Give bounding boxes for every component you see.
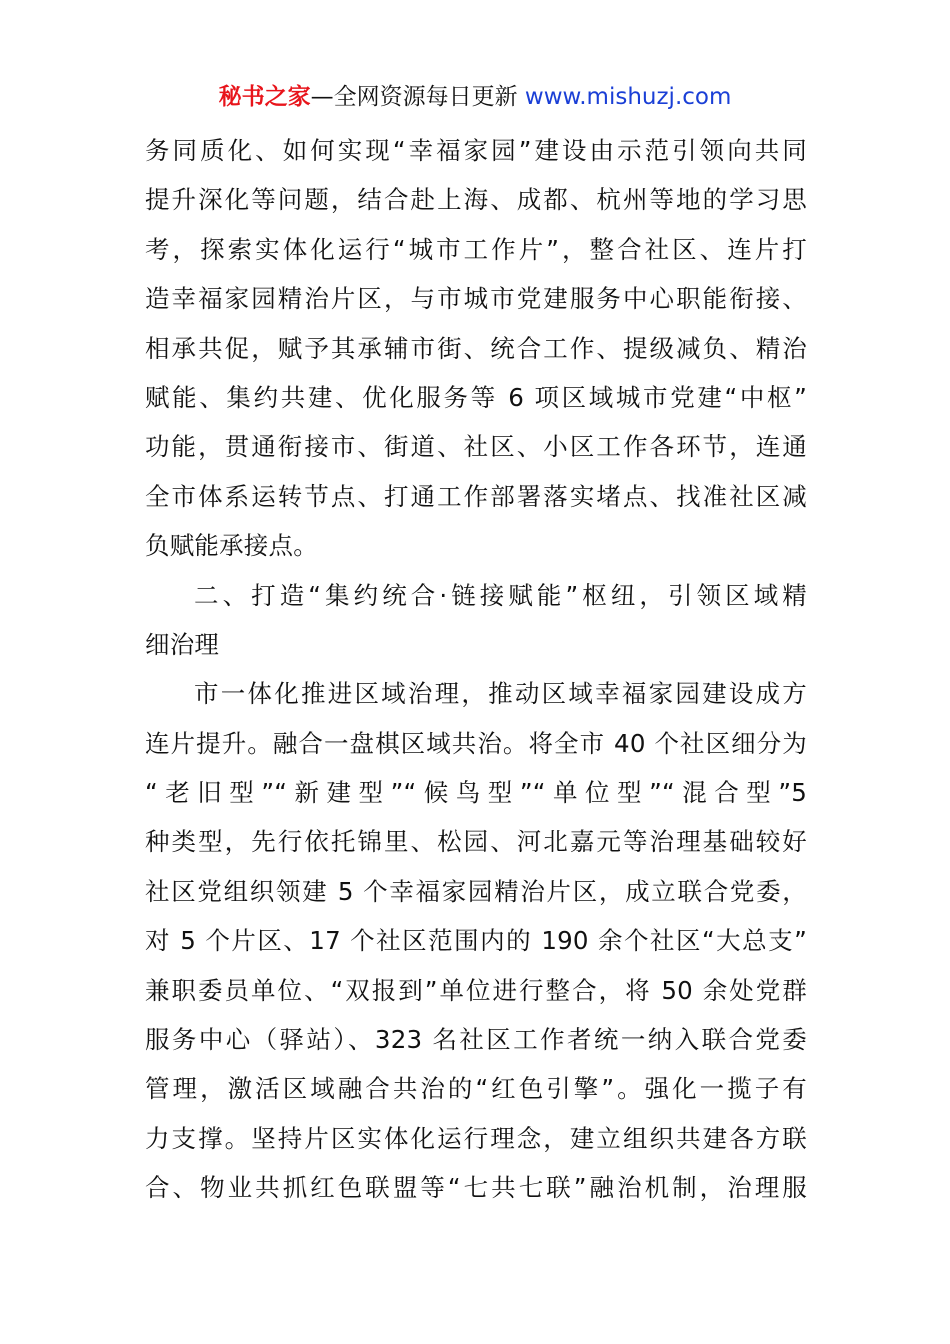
site-tagline: —全网资源每日更新 <box>310 84 518 110</box>
text-line: 市一体化推进区域治理，推动区域幸福家园建设成方 <box>194 679 807 709</box>
text-line: 种类型，先行依托锦里、松园、河北嘉元等治理基础较好 <box>145 827 807 857</box>
text-line: 负赋能承接点。 <box>145 531 318 561</box>
text-line: 赋能、集约共建、优化服务等 6 项区域城市党建“中枢” <box>145 382 807 412</box>
site-url-link[interactable]: www.mishuzj.com <box>524 84 732 110</box>
text-line: 合、物业共抓红色联盟等“七共七联”融治机制，治理服 <box>145 1173 807 1203</box>
text-line: “老旧型”“新建型”“候鸟型”“单位型”“混合型”5 <box>145 778 807 808</box>
text-line: 兼职委员单位、“双报到”单位进行整合，将 50 余处党群 <box>145 975 807 1005</box>
text-line: 考，探索实体化运行“城市工作片”，整合社区、连片打 <box>145 234 807 264</box>
text-line: 功能，贯通衔接市、街道、社区、小区工作各环节，连通 <box>145 432 807 462</box>
text-line: 服务中心（驿站）、323 名社区工作者统一纳入联合党委 <box>145 1025 807 1055</box>
text-line: 连片提升。融合一盘棋区域共治。将全市 40 个社区细分为 <box>145 728 807 758</box>
text-line: 相承共促，赋予其承辅市街、统合工作、提级减负、精治 <box>145 333 807 363</box>
text-line: 管理，激活区域融合共治的“红色引擎”。强化一揽子有 <box>145 1074 807 1104</box>
site-header <box>0 80 950 114</box>
section-heading-line: 细治理 <box>145 629 220 659</box>
text-line: 对 5 个片区、17 个社区范围内的 190 余个社区“大总支” <box>145 926 807 956</box>
section-heading-line: 二、打造“集约统合·链接赋能”枢纽，引领区域精 <box>194 580 807 610</box>
text-line: 力支撑。坚持片区实体化运行理念，建立组织共建各方联 <box>145 1123 807 1153</box>
text-line: 社区党组织领建 5 个幸福家园精治片区，成立联合党委， <box>145 876 807 906</box>
text-line: 全市体系运转节点、打通工作部署落实堵点、找准社区减 <box>145 481 807 511</box>
text-line: 务同质化、如何实现“幸福家园”建设由示范引领向共同 <box>145 136 807 165</box>
text-line: 造幸福家园精治片区，与市城市党建服务中心职能衔接、 <box>145 284 807 314</box>
site-brand: 秘书之家 <box>218 84 311 110</box>
document-body <box>145 126 807 1213</box>
text-line: 提升深化等问题，结合赴上海、成都、杭州等地的学习思 <box>145 185 807 215</box>
